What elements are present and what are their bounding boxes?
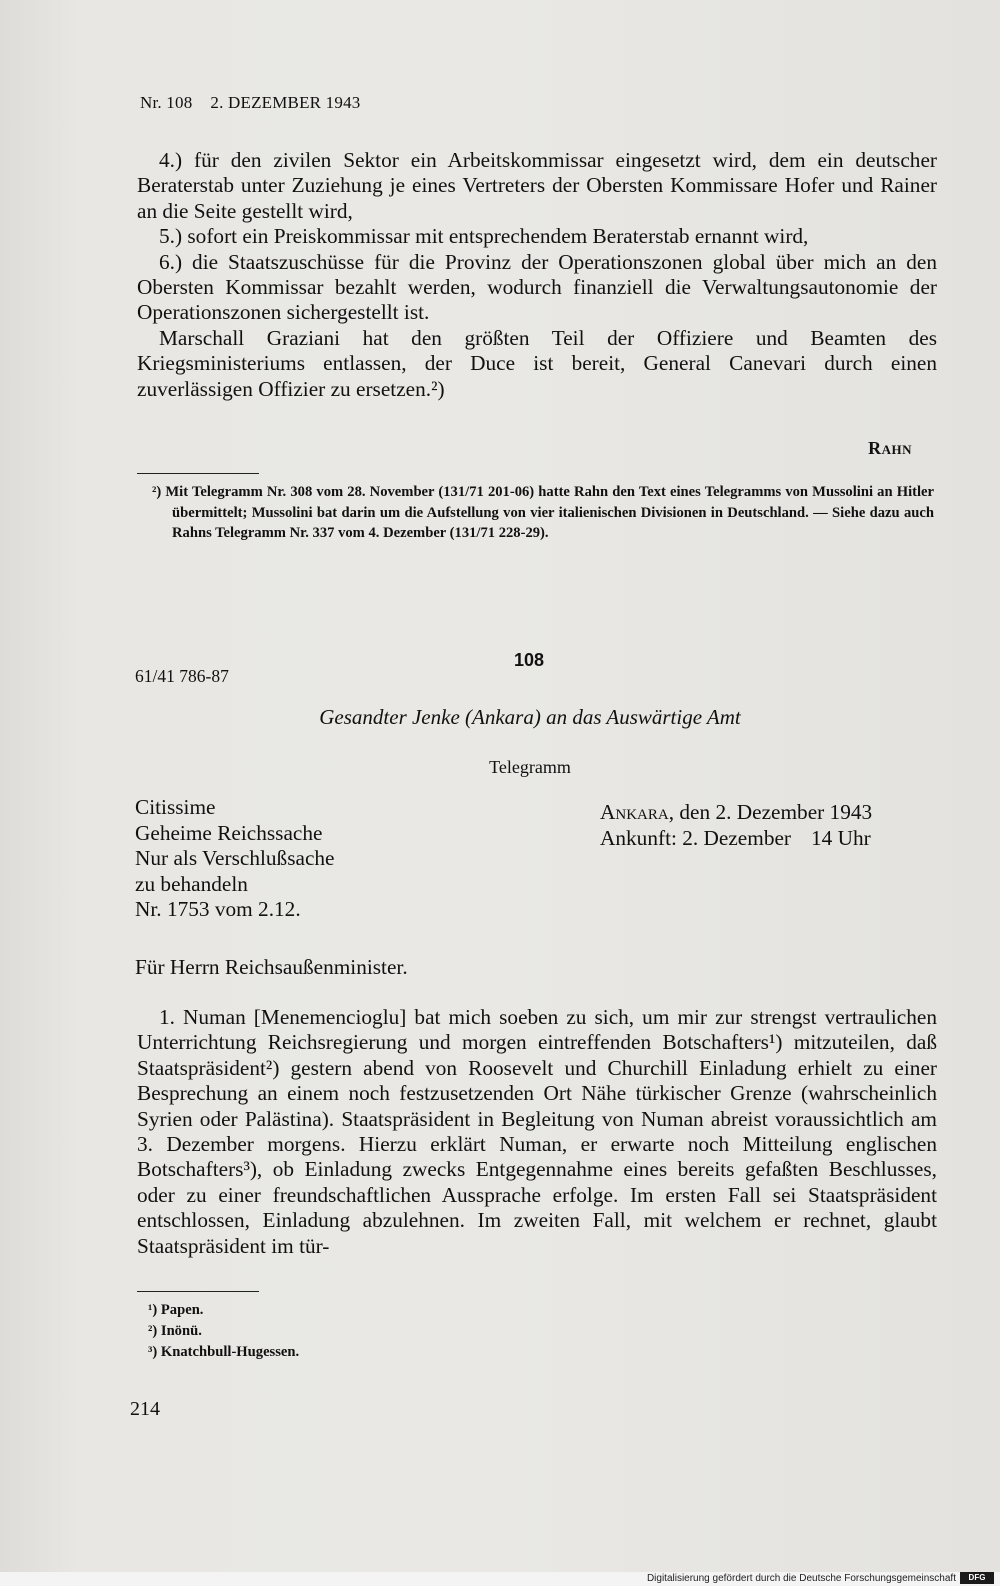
dateline (600, 800, 872, 826)
place-name: Ankara (600, 800, 669, 824)
running-head-date: 2. DEZEMBER 1943 (210, 93, 361, 112)
document-heading: Gesandter Jenke (Ankara) an das Auswärtige Amt (319, 705, 741, 729)
document-type: Telegramm (489, 757, 571, 777)
funding-credit: Digitalisierung gefördert durch die Deutsche Forschungsgemeinschaft (646, 1573, 956, 1584)
footnote-divider (137, 473, 259, 474)
dateline-text: , den 2. Dezember 1943 (668, 800, 873, 824)
classification-line: zu behandeln (135, 871, 248, 896)
classification-line: Citissime (135, 795, 216, 819)
arrival (600, 826, 872, 852)
classification-line: Geheime Reichssache (135, 820, 323, 845)
classification-line: Nr. 1753 vom 2.12. (135, 897, 301, 921)
footnotes-bottom (148, 1300, 930, 1363)
footnote: ²) Inönü. (148, 1323, 202, 1339)
paragraph: Marschall Graziani hat den größten Teil der Offiziere und Beamten des Kriegsministeriums entlassen, der Duce ist bereit, General Canevari durch einen zuverlässigen Offizier zu ersetzen.²) (137, 325, 937, 401)
page-number: 214 (130, 1398, 160, 1420)
paragraph: 1. Numan [Menemencioglu] bat mich soeben zu sich, um mir zur strengst vertraulichen Unterrichtung Reichsregierung und morgen eintreffenden Botschafters¹) mitzuteilen, daß Staatspräsident²) gestern abend von Roosevelt und Churchill Einladung erhielt zu einer Besprechung an einem noch festzusetzenden Ort Nähe türkischer Grenze (wahrscheinlich Syrien oder Palästina). Staatspräsident in Begleitung von Numan abreist voraussichtlich am 3. Dezember morgens. Hierzu erklärt Numan, er erwarte noch Mitteilung englischen Botschafters³), ob Einladung zwecks Entgegennahme eines bereits gefaßten Beschlusses, oder zu einer freundschaftlichen Aussprache erfolge. Im ersten Fall sei Staatspräsident entschlossen, Einladung abzulehnen. Im zweiten Fall, mit welchem er rechnet, glaubt Staatspräsident im tür- (137, 1005, 937, 1258)
paragraph: 5.) sofort ein Preiskommissar mit entsprechendem Beraterstab ernannt wird, (159, 224, 809, 249)
footnotes-top (152, 482, 934, 544)
footnote: ³) Knatchbull-Hugessen. (148, 1344, 300, 1360)
paragraph: 4.) für den zivilen Sektor ein Arbeitskommissar eingesetzt wird, dem ein deutscher Beraterstab unter Zuziehung je eines Vertreters der Obersten Kommissare Hofer und Rainer an die Seite gestellt wird, (137, 148, 937, 223)
arrival-date: Ankunft: 2. Dezember (600, 825, 792, 850)
footnote: ¹) Papen. (148, 1302, 204, 1318)
running-head (140, 93, 360, 113)
running-head-number: Nr. 108 (140, 93, 193, 112)
telegram-text (137, 1005, 937, 1259)
document-number: 108 (514, 650, 545, 670)
signature: Rahn (868, 438, 912, 458)
dateline-block (600, 800, 872, 851)
arrival-time: 14 Uhr (811, 825, 871, 850)
continued-text (137, 148, 937, 402)
addressee: Für Herrn Reichsaußenminister. (135, 955, 408, 979)
file-reference: 61/41 786-87 (135, 666, 229, 686)
footnote: ²) Mit Telegramm Nr. 308 vom 28. November (131/71 201-06) hatte Rahn den Text eines Telegramms von Mussolini an Hitler übermittelt; Mussolini bat darin um die Aufstellung von vier italienischen Divisionen in Deutschland. — Siehe dazu auch Rahns Telegramm Nr. 337 vom 4. Dezember (131/71 228-29). (152, 484, 934, 541)
paragraph: 6.) die Staatszuschüsse für die Provinz der Operationszonen global über mich an den Obersten Kommissar bezahlt werden, wodurch finanziell die Verwaltungsautonomie der Operationszonen sichergestellt ist. (137, 249, 937, 325)
footnote-divider (137, 1291, 259, 1292)
classification-line: Nur als Verschlußsache (135, 846, 335, 870)
dfg-logo-icon: DFG (960, 1572, 994, 1584)
classification-block (135, 795, 335, 923)
